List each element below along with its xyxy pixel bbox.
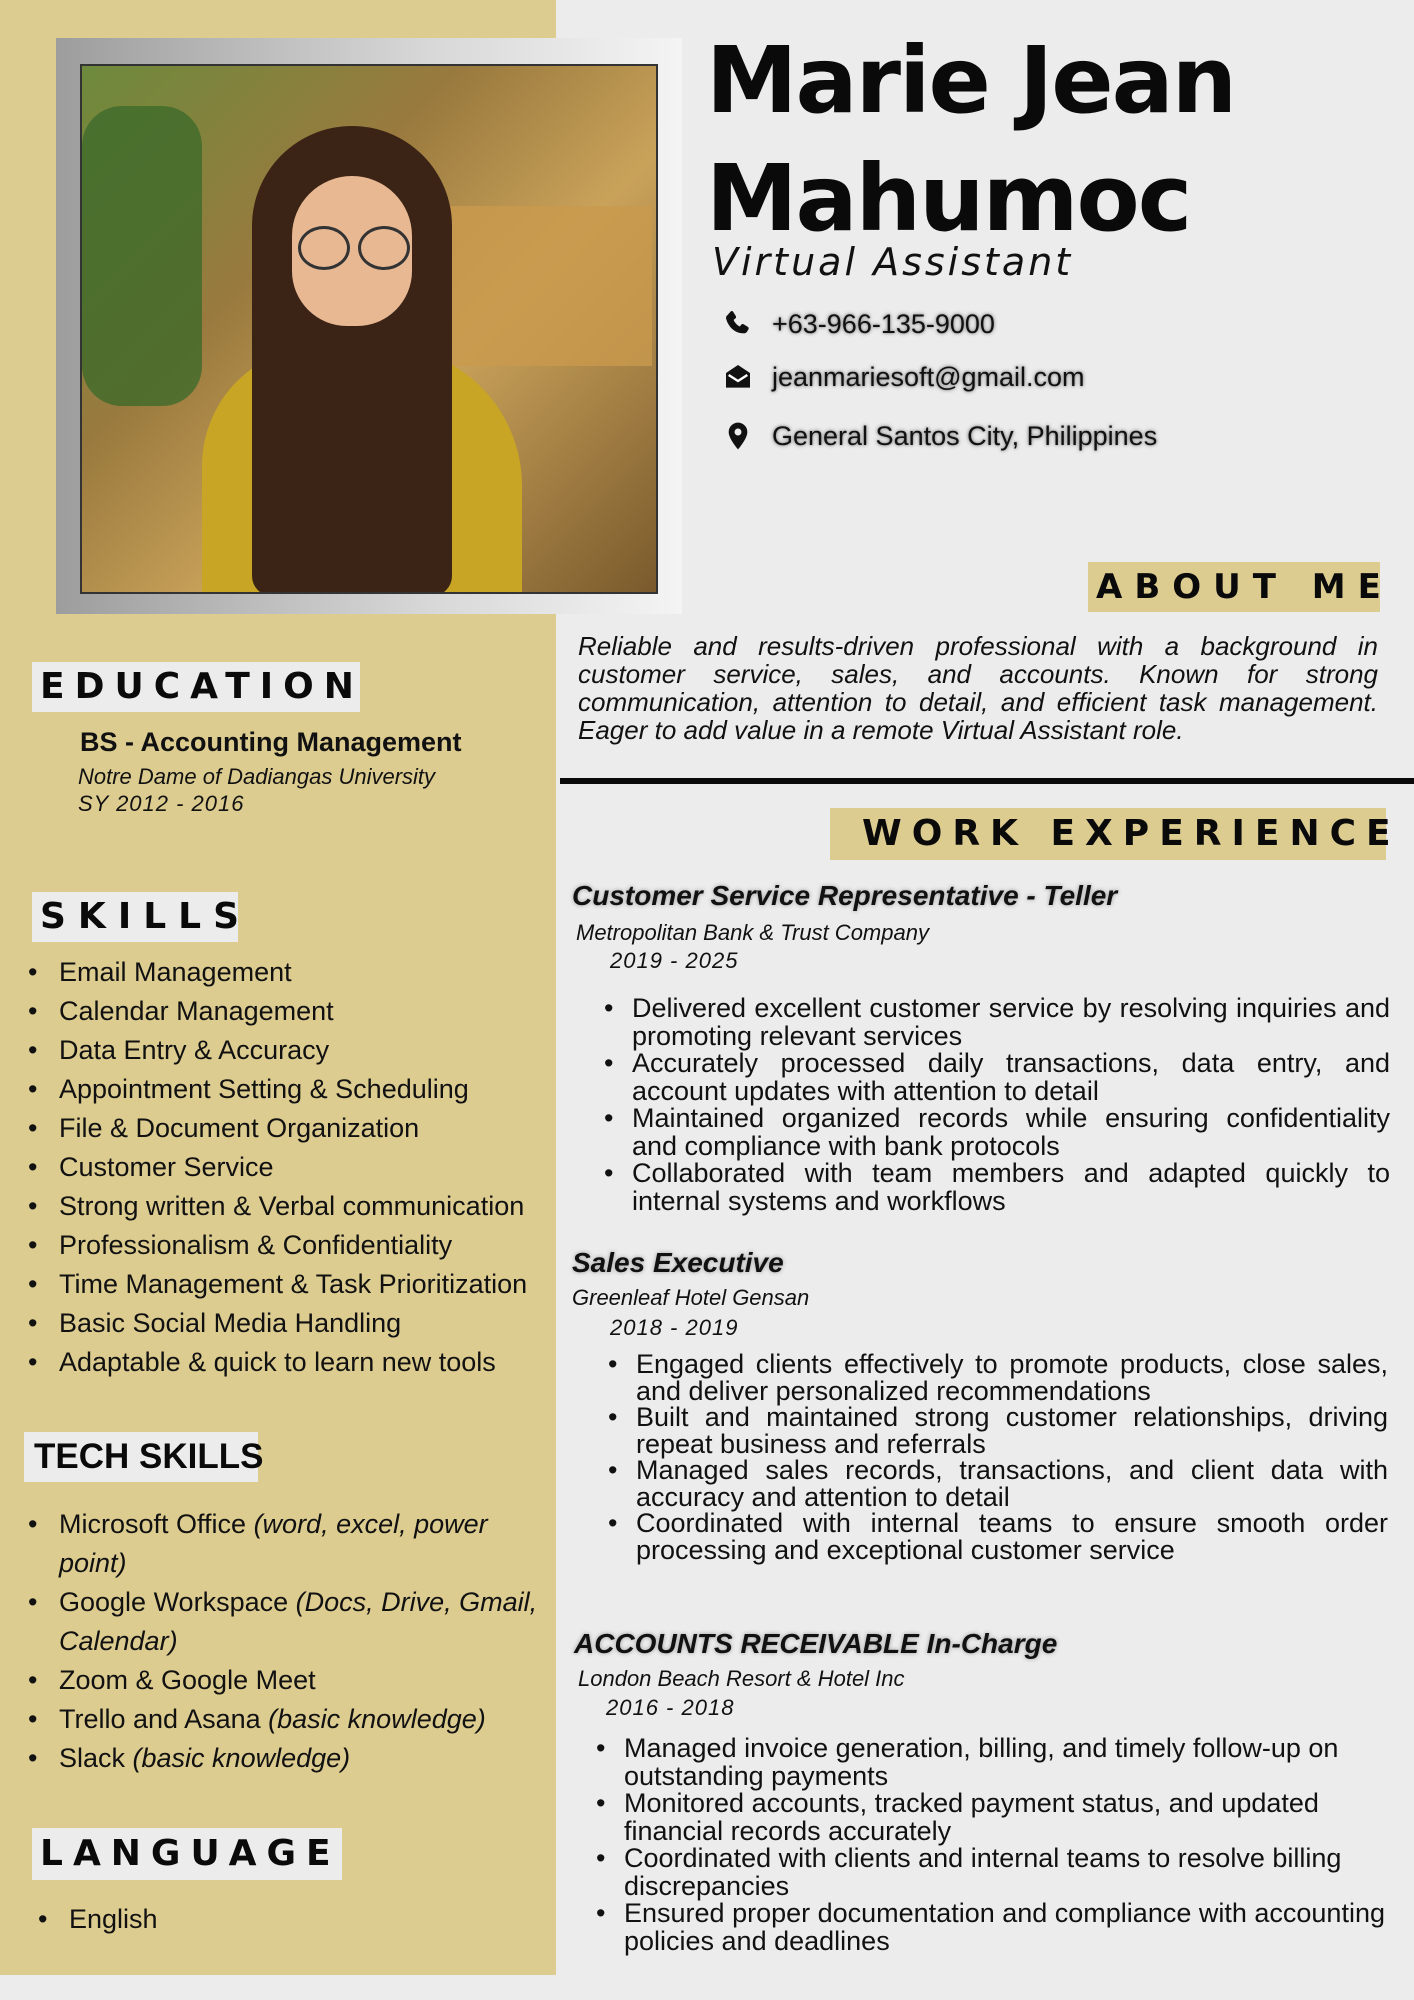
section-divider	[560, 778, 1414, 784]
job-role: Virtual Assistant	[712, 240, 1074, 284]
list-item: • Data Entry & Accuracy	[22, 1031, 527, 1070]
list-item: • Customer Service	[22, 1148, 527, 1187]
list-item: • Appointment Setting & Scheduling	[22, 1070, 527, 1109]
list-item: • English	[32, 1900, 158, 1939]
list-item: • Zoom & Google Meet	[22, 1661, 542, 1700]
list-item: • Maintained organized records while ensuring confidentiality and compliance with bank protocols	[600, 1105, 1390, 1160]
list-item: • Collaborated with team members and adapted quickly to internal systems and workflows	[600, 1160, 1390, 1215]
job-years: 2016 - 2018	[606, 1695, 735, 1720]
mail-icon	[722, 361, 754, 393]
job-bullets	[600, 995, 1390, 1215]
contact-location	[722, 420, 1157, 452]
job-company: London Beach Resort & Hotel Inc	[578, 1666, 905, 1691]
language-heading: LANGUAGE	[32, 1828, 342, 1880]
list-item: • Email Management	[22, 953, 527, 992]
job-title: ACCOUNTS RECEIVABLE In-Charge	[574, 1628, 1058, 1659]
work-heading: WORK EXPERIENCE	[830, 808, 1386, 860]
education-years: SY 2012 - 2016	[78, 791, 245, 816]
list-item: • Built and maintained strong customer relationships, driving repeat business and referrals	[604, 1404, 1388, 1457]
list-item: • Managed invoice generation, billing, and timely follow-up on outstanding payments	[592, 1735, 1392, 1790]
job-title: Customer Service Representative - Teller	[572, 880, 1118, 911]
list-item: • File & Document Organization	[22, 1109, 527, 1148]
education-heading: EDUCATION	[32, 662, 360, 712]
education-school: Notre Dame of Dadiangas University	[78, 764, 436, 789]
job-years: 2018 - 2019	[610, 1315, 739, 1340]
language-list	[32, 1900, 158, 1939]
phone-number: +63-966-135-9000	[772, 308, 995, 339]
list-item: • Trello and Asana (basic knowledge)	[22, 1700, 542, 1739]
contact-phone	[722, 308, 995, 340]
list-item: • Monitored accounts, tracked payment status, and updated financial records accurately	[592, 1790, 1392, 1845]
profile-photo	[80, 64, 658, 594]
skills-heading: SKILLS	[32, 892, 238, 942]
location-pin-icon	[722, 420, 754, 452]
list-item: • Strong written & Verbal communication	[22, 1187, 527, 1226]
list-item: • Professionalism & Confidentiality	[22, 1226, 527, 1265]
list-item: • Managed sales records, transactions, and client data with accuracy and attention to detail	[604, 1457, 1388, 1510]
full-name: Marie Jean Mahumoc	[706, 27, 1236, 252]
tech-skills-heading: TECH SKILLS	[24, 1432, 258, 1482]
contact-email	[722, 361, 1085, 393]
list-item: • Adaptable & quick to learn new tools	[22, 1343, 527, 1382]
list-item: • Google Workspace (Docs, Drive, Gmail, Calendar)	[22, 1583, 542, 1661]
list-item: • Time Management & Task Prioritization	[22, 1265, 527, 1304]
list-item: • Microsoft Office (word, excel, power point)	[22, 1505, 542, 1583]
job-company: Greenleaf Hotel Gensan	[572, 1285, 810, 1310]
job-company: Metropolitan Bank & Trust Company	[576, 920, 929, 945]
list-item: • Delivered excellent customer service by resolving inquiries and promoting relevant services	[600, 995, 1390, 1050]
job-bullets	[604, 1351, 1388, 1563]
job-title: Sales Executive	[572, 1247, 784, 1278]
about-heading: ABOUT ME	[1088, 562, 1380, 612]
job-bullets	[592, 1735, 1392, 1955]
phone-icon	[722, 308, 754, 340]
list-item: • Coordinated with internal teams to ensure smooth order processing and exceptional customer service	[604, 1510, 1388, 1563]
skills-list	[22, 953, 527, 1382]
education-degree: BS - Accounting Management	[80, 727, 462, 757]
list-item: • Coordinated with clients and internal teams to resolve billing discrepancies	[592, 1845, 1392, 1900]
list-item: • Basic Social Media Handling	[22, 1304, 527, 1343]
list-item: • Ensured proper documentation and compliance with accounting policies and deadlines	[592, 1900, 1392, 1955]
job-years: 2019 - 2025	[610, 948, 739, 973]
location-text: General Santos City, Philippines	[772, 420, 1158, 451]
about-text: Reliable and results-driven professional with a background in customer service, sales, and accounts. Known for strong communication, attention to detail, and efficient task management. Eager to add value in a remote Virtual Assistant role.	[578, 631, 1378, 745]
list-item: • Slack (basic knowledge)	[22, 1739, 542, 1778]
email-address: jeanmariesoft@gmail.com	[772, 361, 1085, 392]
tech-skills-list	[22, 1505, 542, 1778]
list-item: • Calendar Management	[22, 992, 527, 1031]
list-item: • Engaged clients effectively to promote products, close sales, and deliver personalized recommendations	[604, 1351, 1388, 1404]
list-item: • Accurately processed daily transactions, data entry, and account updates with attention to detail	[600, 1050, 1390, 1105]
